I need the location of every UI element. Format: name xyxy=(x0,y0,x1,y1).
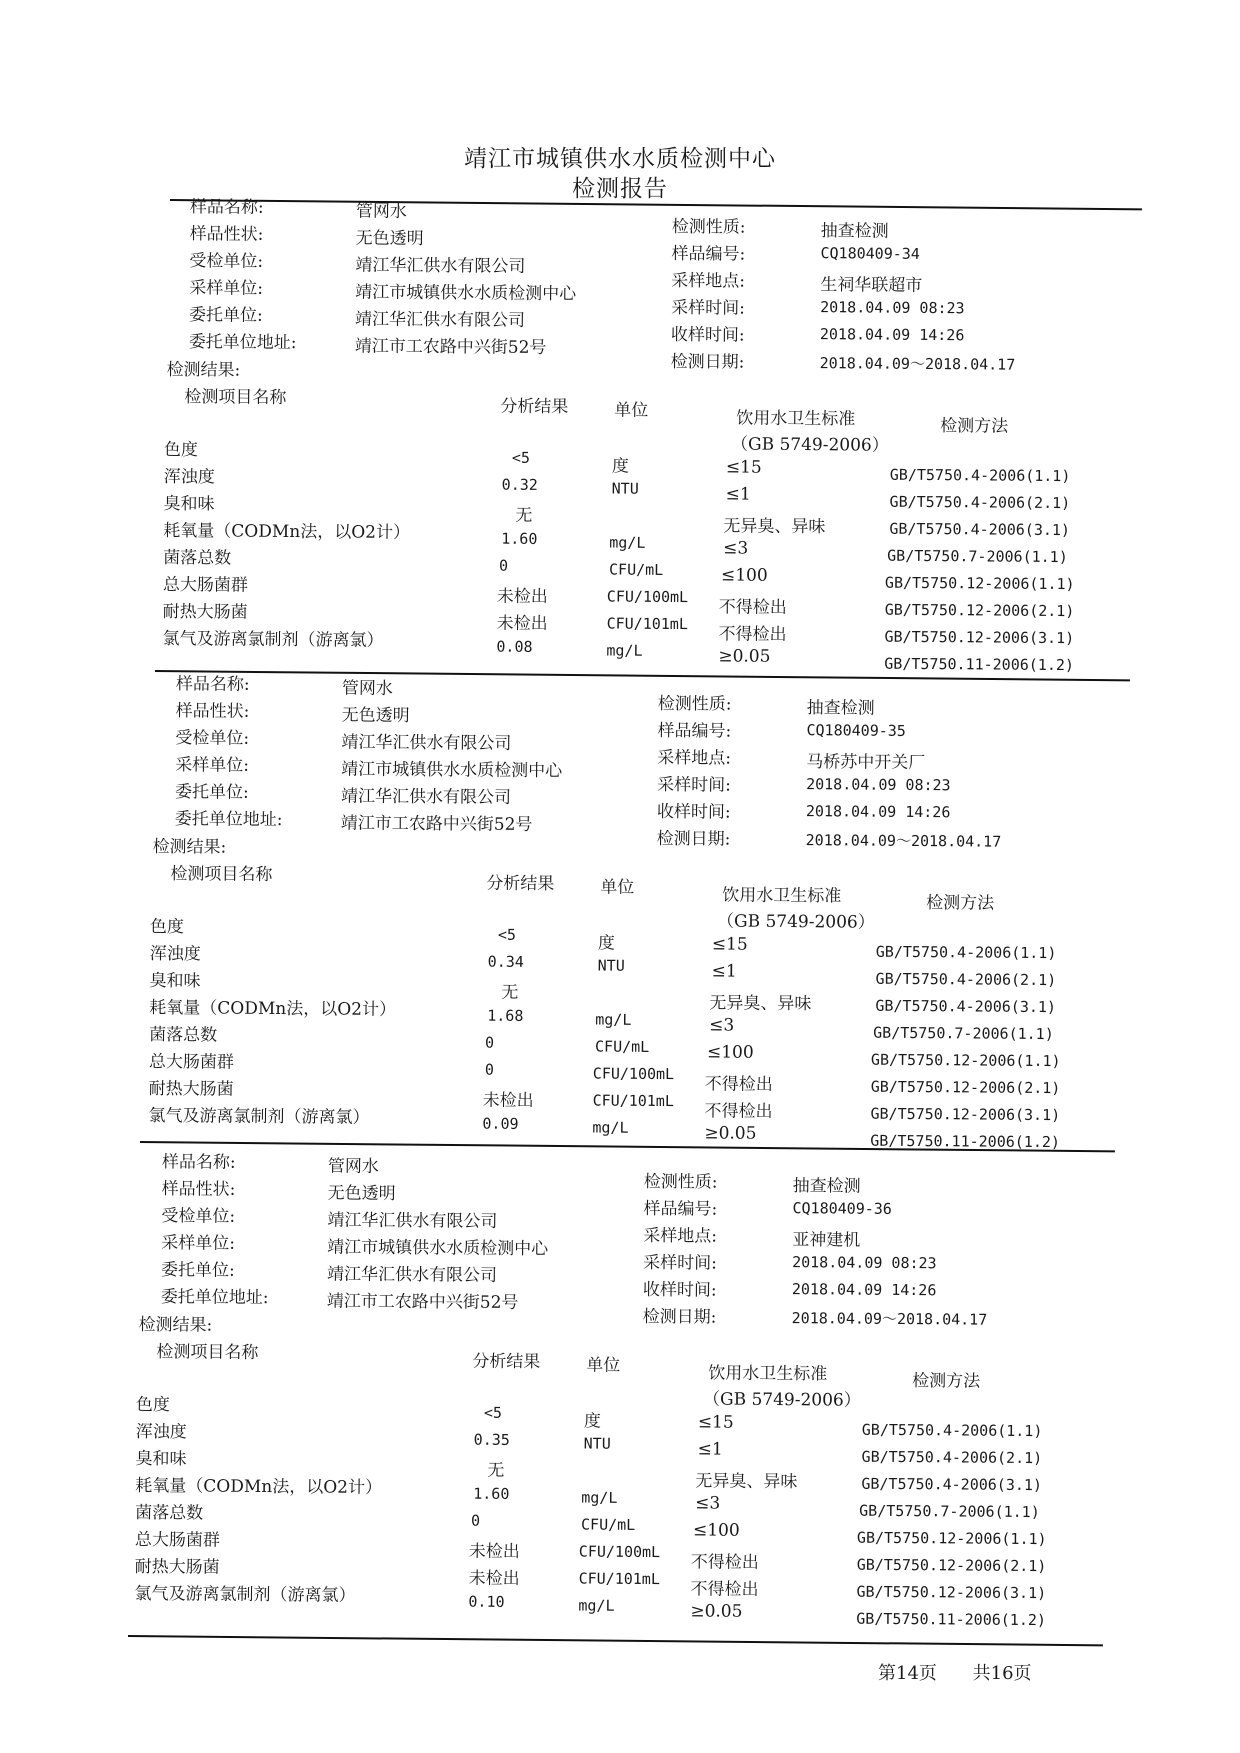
sample-no-value: CQ180409-36 xyxy=(792,1199,892,1218)
method-value: GB/T5750.12-2006(1.1) xyxy=(884,573,1075,594)
sample-name-label: 样品名称: xyxy=(175,674,250,695)
standard-value: ≥0.05 xyxy=(690,1601,743,1622)
col-method-header: 检测方法 xyxy=(912,1371,981,1392)
client-address-value: 靖江市工农路中兴街52号 xyxy=(340,813,533,835)
client-unit-label: 委托单位: xyxy=(174,782,249,803)
standard-value: 不得检出 xyxy=(690,1579,759,1600)
unit-value: 度 xyxy=(611,456,629,477)
col-result-header: 分析结果 xyxy=(500,396,569,418)
standard-value: ≤3 xyxy=(695,1493,721,1514)
item-name: 氯气及游离氯制剂（游离氯） xyxy=(148,1105,370,1128)
result-value: 未检出 xyxy=(496,613,548,635)
page-total: 共16页 xyxy=(972,1663,1032,1684)
col-method-header: 检测方法 xyxy=(940,416,1009,437)
standard-value: ≤100 xyxy=(720,565,768,586)
test-date-label: 检测日期: xyxy=(642,1306,717,1328)
result-value: 无 xyxy=(501,982,519,1003)
standard-value: 不得检出 xyxy=(690,1552,759,1573)
item-name: 耐热大肠菌 xyxy=(148,1078,234,1100)
unit-value: CFU/101mL xyxy=(592,1091,674,1111)
result-value: 0 xyxy=(499,556,509,575)
col-standard-ref: （GB 5749-2006） xyxy=(730,434,889,456)
sample-state-label: 样品性状: xyxy=(161,1179,236,1200)
inspected-unit-value: 靖江华汇供水有限公司 xyxy=(327,1210,498,1232)
result-value: 未检出 xyxy=(496,586,548,608)
method-value: GB/T5750.4-2006(3.1) xyxy=(889,519,1071,540)
client-address-label: 委托单位地址: xyxy=(160,1287,269,1309)
test-date-value: 2018.04.09～2018.04.17 xyxy=(819,354,1016,374)
unit-value: CFU/100mL xyxy=(578,1542,661,1562)
result-value: 0 xyxy=(471,1511,481,1530)
method-value: GB/T5750.12-2006(3.1) xyxy=(884,627,1075,648)
test-date-label: 检测日期: xyxy=(670,351,745,373)
sample-state-label: 样品性状: xyxy=(189,224,264,245)
client-unit-label: 委托单位: xyxy=(160,1260,235,1281)
item-name: 耗氧量（CODMn法，以O2计） xyxy=(135,1475,383,1498)
sampling-place-label: 采样地点: xyxy=(671,270,746,292)
sampling-time-label: 采样时间: xyxy=(643,1252,717,1274)
method-value: GB/T5750.11-2006(1.2) xyxy=(870,1131,1061,1152)
unit-value: mg/L xyxy=(609,533,646,552)
standard-value: 无异臭、异味 xyxy=(723,516,826,538)
sample-state-value: 无色透明 xyxy=(355,228,424,250)
unit-value: NTU xyxy=(583,1434,611,1453)
col-method-header: 检测方法 xyxy=(926,893,995,914)
inspected-unit-label: 受检单位: xyxy=(161,1206,236,1227)
sample-no-value: CQ180409-35 xyxy=(806,721,906,740)
sample-no-value: CQ180409-34 xyxy=(820,244,920,263)
test-nature-value: 抽查检测 xyxy=(792,1176,861,1197)
unit-value: mg/L xyxy=(595,1010,632,1029)
sampling-place-value: 生祠华联超市 xyxy=(820,275,923,296)
results-label: 检测结果: xyxy=(152,837,227,858)
col-item-header: 检测项目名称 xyxy=(156,1342,259,1363)
sampling-time-value: 2018.04.09 08:23 xyxy=(820,298,965,318)
client-unit-value: 靖江华汇供水有限公司 xyxy=(326,1264,498,1286)
method-value: GB/T5750.11-2006(1.2) xyxy=(884,654,1075,675)
method-value: GB/T5750.12-2006(2.1) xyxy=(856,1555,1047,1576)
unit-value: NTU xyxy=(611,479,639,498)
col-standard-ref: （GB 5749-2006） xyxy=(716,911,875,933)
item-name: 色度 xyxy=(135,1394,171,1416)
test-date-value: 2018.04.09～2018.04.17 xyxy=(791,1309,988,1329)
sample-no-label: 样品编号: xyxy=(671,243,746,265)
unit-value: NTU xyxy=(597,956,625,975)
unit-value: CFU/101mL xyxy=(606,614,688,634)
method-value: GB/T5750.7-2006(1.1) xyxy=(873,1023,1054,1044)
standard-value: 无异臭、异味 xyxy=(709,993,812,1015)
item-name: 氯气及游离氯制剂（游离氯） xyxy=(134,1583,356,1606)
method-value: GB/T5750.11-2006(1.2) xyxy=(856,1609,1047,1630)
col-standard-header: 饮用水卫生标准 xyxy=(708,1363,828,1385)
unit-value: 度 xyxy=(597,933,615,954)
standard-value: ≤15 xyxy=(697,1412,734,1433)
method-value: GB/T5750.4-2006(2.1) xyxy=(889,492,1071,513)
receive-time-label: 收样时间: xyxy=(656,801,731,823)
method-value: GB/T5750.4-2006(2.1) xyxy=(875,969,1057,990)
col-item-header: 检测项目名称 xyxy=(184,387,287,408)
item-name: 耐热大肠菌 xyxy=(162,601,248,623)
results-label: 检测结果: xyxy=(166,360,241,381)
sampling-unit-label: 采样单位: xyxy=(189,278,264,299)
standard-value: ≤1 xyxy=(725,484,751,505)
test-nature-label: 检测性质: xyxy=(657,693,732,715)
standard-value: 不得检出 xyxy=(718,597,787,618)
standard-value: ≤15 xyxy=(711,934,748,955)
inspected-unit-value: 靖江华汇供水有限公司 xyxy=(341,732,512,754)
unit-value: CFU/100mL xyxy=(592,1064,675,1084)
standard-value: 不得检出 xyxy=(704,1101,773,1122)
result-value: 0.32 xyxy=(501,475,538,494)
sampling-place-label: 采样地点: xyxy=(657,747,732,769)
standard-value: ≥0.05 xyxy=(718,646,771,667)
unit-value: CFU/mL xyxy=(608,560,664,579)
unit-value: mg/L xyxy=(606,641,643,660)
sample-no-label: 样品编号: xyxy=(657,720,732,742)
client-address-label: 委托单位地址: xyxy=(174,809,283,831)
result-value: 1.60 xyxy=(473,1484,510,1503)
item-name: 总大肠菌群 xyxy=(134,1529,220,1551)
result-value: 未检出 xyxy=(482,1090,534,1112)
col-standard-header: 饮用水卫生标准 xyxy=(736,408,856,430)
sample-name-value: 管网水 xyxy=(355,201,407,222)
method-value: GB/T5750.12-2006(2.1) xyxy=(870,1077,1061,1098)
col-unit-header: 单位 xyxy=(614,400,649,421)
standard-value: ≤3 xyxy=(723,538,749,559)
sample-section-2 xyxy=(148,669,1152,1152)
item-name: 色度 xyxy=(149,916,185,938)
standard-value: ≥0.05 xyxy=(704,1123,757,1144)
receive-time-value: 2018.04.09 14:26 xyxy=(819,325,965,345)
result-value: <5 xyxy=(497,925,517,944)
item-name: 菌落总数 xyxy=(163,547,232,569)
standard-value: ≤15 xyxy=(725,457,762,478)
result-value: 0.34 xyxy=(487,952,524,971)
method-value: GB/T5750.4-2006(3.1) xyxy=(861,1474,1043,1495)
receive-time-label: 收样时间: xyxy=(670,324,745,346)
sample-section-3 xyxy=(134,1147,1138,1630)
standard-value: ≤100 xyxy=(692,1520,740,1541)
client-address-value: 靖江市工农路中兴街52号 xyxy=(326,1291,519,1313)
standard-value: ≤1 xyxy=(697,1439,723,1460)
inspected-unit-label: 受检单位: xyxy=(189,251,264,272)
unit-value: CFU/mL xyxy=(580,1515,636,1534)
item-name: 总大肠菌群 xyxy=(162,574,248,596)
result-value: 1.60 xyxy=(501,529,538,548)
item-name: 浑浊度 xyxy=(163,466,215,488)
result-value: 无 xyxy=(515,505,533,526)
result-value: 0 xyxy=(485,1033,495,1052)
unit-value: mg/L xyxy=(592,1118,629,1137)
result-value: 未检出 xyxy=(468,1568,520,1590)
item-name: 浑浊度 xyxy=(135,1421,187,1443)
test-nature-label: 检测性质: xyxy=(671,216,746,238)
sample-no-label: 样品编号: xyxy=(643,1198,718,1220)
sample-name-label: 样品名称: xyxy=(161,1152,236,1173)
unit-value: CFU/101mL xyxy=(578,1569,660,1589)
inspected-unit-label: 受检单位: xyxy=(175,728,250,749)
standard-value: ≤100 xyxy=(706,1042,754,1063)
sample-state-label: 样品性状: xyxy=(175,701,250,722)
sampling-place-value: 马桥苏中开关厂 xyxy=(806,752,926,774)
sample-state-value: 无色透明 xyxy=(341,705,410,727)
col-standard-header: 饮用水卫生标准 xyxy=(722,885,842,907)
receive-time-label: 收样时间: xyxy=(642,1279,717,1301)
sampling-time-label: 采样时间: xyxy=(657,774,731,796)
org-title: 靖江市城镇供水水质检测中心 xyxy=(464,146,776,172)
result-value: 未检出 xyxy=(468,1541,520,1563)
sample-state-value: 无色透明 xyxy=(327,1183,396,1205)
receive-time-value: 2018.04.09 14:26 xyxy=(805,802,951,822)
sampling-unit-value: 靖江市城镇供水水质检测中心 xyxy=(327,1237,549,1260)
result-value: 0.08 xyxy=(496,637,533,656)
col-standard-ref: （GB 5749-2006） xyxy=(702,1389,861,1411)
standard-value: 不得检出 xyxy=(718,624,787,645)
item-name: 臭和味 xyxy=(135,1448,187,1470)
result-value: 0.10 xyxy=(468,1592,505,1611)
report-title: 检测报告 xyxy=(572,176,668,202)
method-value: GB/T5750.12-2006(3.1) xyxy=(856,1582,1047,1603)
method-value: GB/T5750.4-2006(1.1) xyxy=(861,1420,1043,1441)
method-value: GB/T5750.4-2006(1.1) xyxy=(889,465,1071,486)
method-value: GB/T5750.7-2006(1.1) xyxy=(887,546,1068,567)
method-value: GB/T5750.7-2006(1.1) xyxy=(859,1501,1040,1522)
result-value: <5 xyxy=(511,448,531,467)
client-unit-value: 靖江华汇供水有限公司 xyxy=(340,786,512,808)
col-unit-header: 单位 xyxy=(600,877,635,898)
item-name: 浑浊度 xyxy=(149,943,201,965)
item-name: 臭和味 xyxy=(149,970,201,992)
client-address-value: 靖江市工农路中兴街52号 xyxy=(354,336,547,358)
sampling-place-value: 亚神建机 xyxy=(792,1230,861,1251)
page-footer xyxy=(878,1659,1062,1685)
test-nature-label: 检测性质: xyxy=(643,1171,718,1193)
method-value: GB/T5750.12-2006(2.1) xyxy=(884,600,1075,621)
sampling-time-value: 2018.04.09 08:23 xyxy=(792,1253,937,1273)
col-item-header: 检测项目名称 xyxy=(170,864,273,885)
item-name: 氯气及游离氯制剂（游离氯） xyxy=(162,628,384,651)
unit-value: 度 xyxy=(583,1411,601,1432)
unit-value: mg/L xyxy=(578,1596,615,1615)
receive-time-value: 2018.04.09 14:26 xyxy=(791,1280,937,1300)
sampling-time-value: 2018.04.09 08:23 xyxy=(806,775,951,795)
result-value: 0 xyxy=(484,1060,494,1079)
unit-value: mg/L xyxy=(581,1488,618,1507)
sampling-unit-value: 靖江市城镇供水水质检测中心 xyxy=(355,282,577,305)
col-result-header: 分析结果 xyxy=(486,873,555,895)
method-value: GB/T5750.12-2006(1.1) xyxy=(870,1050,1061,1071)
unit-value: CFU/100mL xyxy=(606,587,689,607)
result-value: 1.68 xyxy=(487,1006,524,1025)
item-name: 菌落总数 xyxy=(149,1024,218,1046)
sampling-unit-value: 靖江市城镇供水水质检测中心 xyxy=(341,759,563,782)
col-unit-header: 单位 xyxy=(586,1355,621,1376)
sampling-place-label: 采样地点: xyxy=(643,1225,718,1247)
test-date-value: 2018.04.09～2018.04.17 xyxy=(805,831,1002,851)
unit-value: CFU/mL xyxy=(594,1037,650,1056)
result-value: 无 xyxy=(487,1460,505,1481)
client-unit-value: 靖江华汇供水有限公司 xyxy=(354,309,526,331)
method-value: GB/T5750.12-2006(1.1) xyxy=(856,1528,1047,1549)
sample-name-value: 管网水 xyxy=(341,678,393,699)
standard-value: ≤3 xyxy=(709,1015,735,1036)
method-value: GB/T5750.4-2006(2.1) xyxy=(861,1447,1043,1468)
divider xyxy=(128,1635,1103,1646)
standard-value: 无异臭、异味 xyxy=(695,1471,798,1493)
results-label: 检测结果: xyxy=(138,1315,213,1336)
client-unit-label: 委托单位: xyxy=(188,305,263,326)
item-name: 色度 xyxy=(163,439,199,461)
standard-value: 不得检出 xyxy=(704,1074,773,1095)
test-nature-value: 抽查检测 xyxy=(806,698,875,719)
test-nature-value: 抽查检测 xyxy=(820,221,889,242)
sampling-time-label: 采样时间: xyxy=(671,297,745,319)
sample-name-label: 样品名称: xyxy=(189,197,264,218)
item-name: 耗氧量（CODMn法，以O2计） xyxy=(163,520,411,543)
item-name: 臭和味 xyxy=(163,493,215,515)
method-value: GB/T5750.4-2006(3.1) xyxy=(875,996,1057,1017)
sampling-unit-label: 采样单位: xyxy=(175,755,250,776)
item-name: 耗氧量（CODMn法，以O2计） xyxy=(149,997,397,1020)
item-name: 总大肠菌群 xyxy=(148,1051,234,1073)
item-name: 耐热大肠菌 xyxy=(134,1556,220,1578)
item-name: 菌落总数 xyxy=(135,1502,204,1524)
sample-section-1 xyxy=(162,192,1166,675)
inspected-unit-value: 靖江华汇供水有限公司 xyxy=(355,255,526,277)
result-value: 0.09 xyxy=(482,1114,519,1133)
test-date-label: 检测日期: xyxy=(656,828,731,850)
method-value: GB/T5750.4-2006(1.1) xyxy=(875,942,1057,963)
result-value: 0.35 xyxy=(473,1430,510,1449)
method-value: GB/T5750.12-2006(3.1) xyxy=(870,1104,1061,1125)
standard-value: ≤1 xyxy=(711,961,737,982)
sampling-unit-label: 采样单位: xyxy=(161,1233,236,1254)
client-address-label: 委托单位地址: xyxy=(188,332,297,354)
sample-name-value: 管网水 xyxy=(327,1156,379,1177)
page-number: 第14页 xyxy=(878,1663,937,1684)
result-value: <5 xyxy=(483,1403,503,1422)
col-result-header: 分析结果 xyxy=(472,1351,541,1373)
